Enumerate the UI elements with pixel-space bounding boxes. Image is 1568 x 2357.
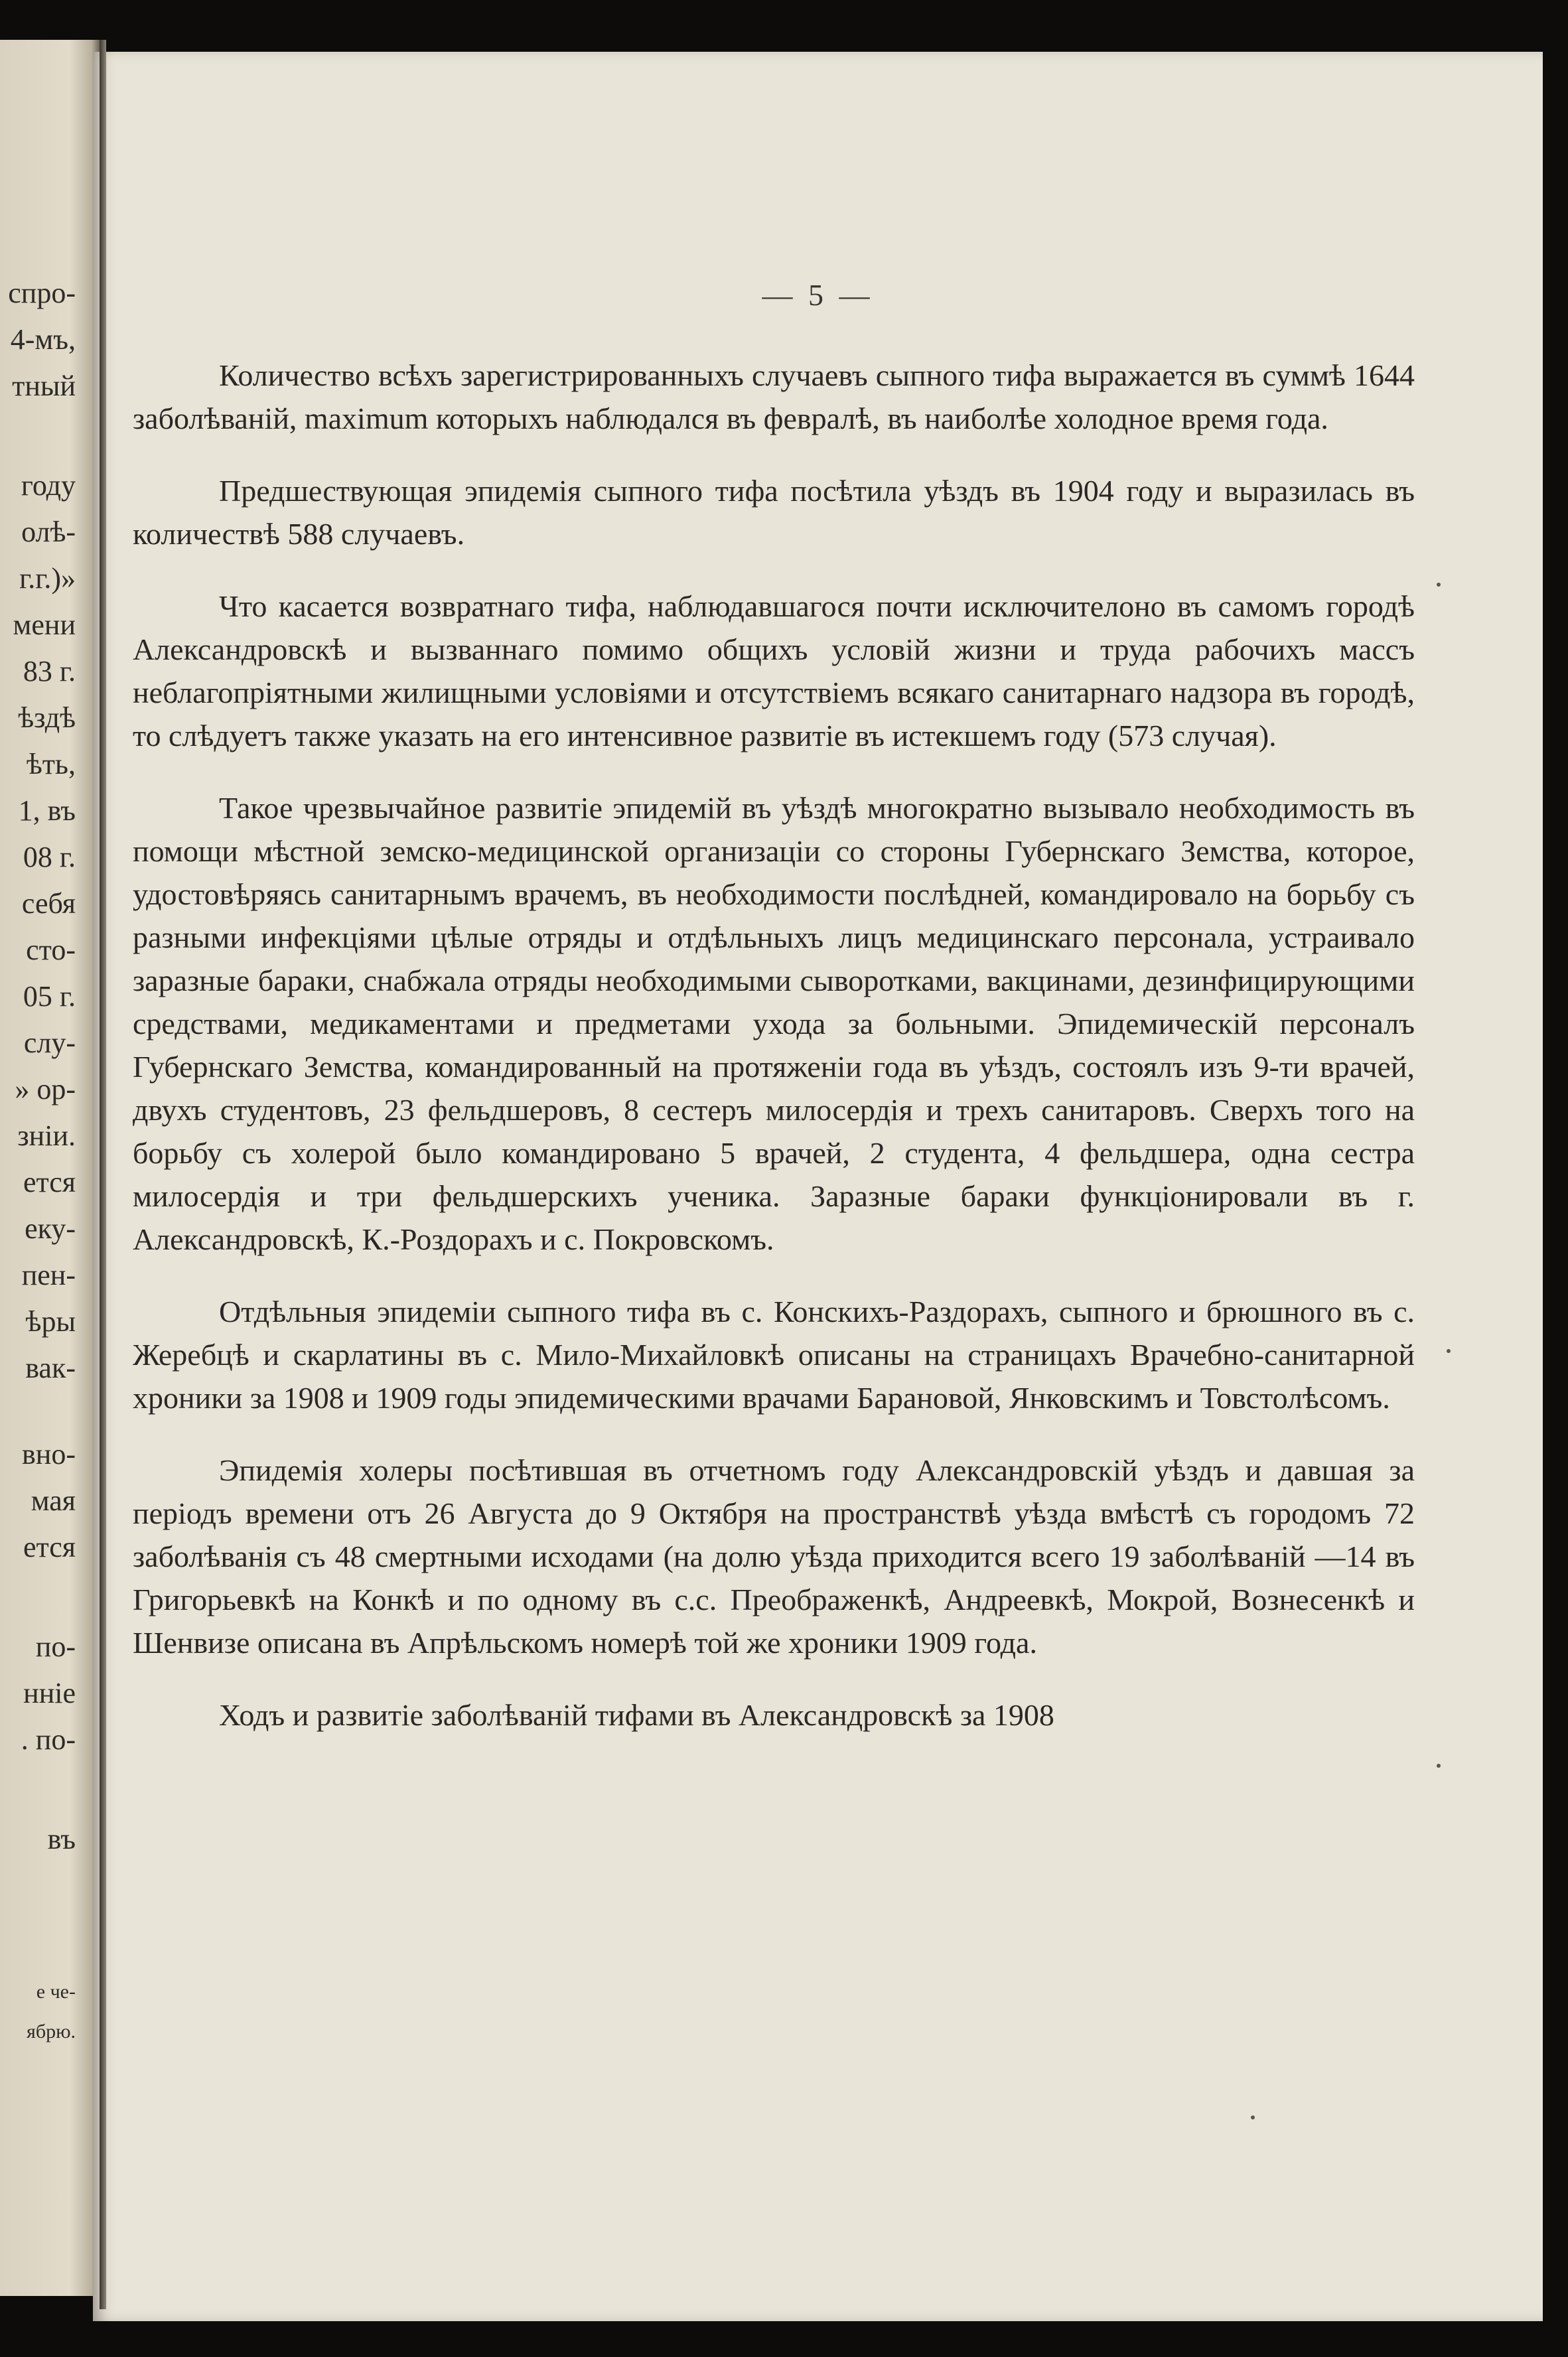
left-fragment: сто- [26,934,76,966]
left-fragment: ѣры [25,1305,76,1338]
left-fragment: е че- [36,1981,76,2003]
left-fragment: пен- [21,1259,76,1291]
left-fragment: спро- [8,277,76,309]
paragraph: Эпидемія холеры посѣтившая въ отчетномъ году Александровскій уѣздъ и давшая за періодъ времени отъ 26 Августа до 9 Октября на пространствѣ уѣзда вмѣстѣ съ городомъ 72 заболѣванія съ 48 смертными исходами (на долю уѣзда приходится всего 19 заболѣваній —14 въ Григорьевкѣ на Конкѣ и по одному въ с.с. Преображенкѣ, Андреевкѣ, Мокрой, Вознесенкѣ и Шенвизе описана въ Апрѣльскомъ номерѣ той же хроники 1909 года. [133,1453,1415,1660]
left-fragment: слу- [23,1027,76,1059]
left-fragment: ется [23,1531,76,1563]
book-page [93,52,1543,2321]
paper-speck [1251,2115,1255,2119]
page-number: — 5 — [762,278,874,312]
left-fragment: ѣздѣ [18,701,76,734]
left-fragment: по- [35,1630,76,1663]
left-fragment: нніе [23,1677,76,1709]
left-fragment: ябрю. [27,2021,76,2042]
left-fragment: 08 г. [23,841,76,873]
previous-page-strip [0,40,100,2296]
left-fragment: 05 г. [23,980,76,1013]
left-fragment: зніи. [17,1119,76,1152]
paper-speck [1437,1764,1441,1768]
book-gutter [100,40,106,2309]
left-fragment: ется [23,1166,76,1198]
paragraph: Отдѣльныя эпидеміи сыпного тифа въ с. Конскихъ-Раздорахъ, сыпного и брюшного въ с. Жеребцѣ и скарлатины въ с. Мило-Михайловкѣ описаны на страницахъ Врачебно-санитарной хроники за 1908 и 1909 годы эпидемическими врачами Барановой, Янковскимъ и Товстолѣсомъ. [133,1295,1415,1415]
left-fragment: мая [31,1484,76,1517]
left-fragment: вно- [22,1438,76,1470]
left-fragment: еку- [25,1212,76,1245]
left-fragment: ѣть, [26,748,76,780]
left-fragment: 4-мъ, [10,323,76,356]
left-fragment: тный [12,370,76,402]
left-fragment: олѣ- [21,516,76,548]
left-fragment: 83 г. [23,655,76,687]
left-fragment: . по- [21,1723,76,1756]
left-fragment: вак- [25,1352,76,1384]
left-fragment: » ор- [15,1073,76,1106]
left-fragment: году [21,469,76,502]
left-fragment: г.г.)» [19,562,76,595]
paragraph: Такое чрезвычайное развитіе эпидемій въ уѣздѣ многократно вызывало необходимость въ помощи мѣстной земско-медицинской организаціи со стороны Губернскаго Земства, которое, удостовѣряясь санитарнымъ врачемъ, въ необходимости послѣдней, командировало на борьбу съ разными инфекціями цѣлые отряды и отдѣльныхъ лицъ медицинскаго персонала, устраивало заразные бараки, снабжала отряды необходимыми сыворотками, вакцинами, дезинфицирующими средствами, медикаментами и предметами ухода за больными. Эпидемическій персоналъ Губернскаго Земства, командированный на протяженіи года въ уѣздъ, состоялъ изъ 9-ти врачей, двухъ студентовъ, 23 фельдшеровъ, 8 сестеръ милосердія и трехъ санитаровъ. Сверхъ того на борьбу съ холерой было командировано 5 врачей, 2 студента, 4 фельдшера, одна сестра милосердія и три фельдшерскихъ ученика. Заразные бараки функціонировали въ г. Александровскѣ, К.-Роздорахъ и с. Покровскомъ. [133,791,1415,1256]
left-fragment: 1, въ [18,794,76,827]
paper-speck [1437,583,1441,587]
left-fragment: себя [21,887,76,920]
paper-speck [1447,1349,1451,1353]
page-body [133,354,1415,1737]
left-fragment: мени [13,608,76,641]
paragraph: Количество всѣхъ зарегистрированныхъ случаевъ сыпного тифа выражается въ суммѣ 1644 заболѣваній, maximum которыхъ наблюдался въ февралѣ, въ наиболѣе холодное время года. [133,358,1415,435]
paragraph: Ходъ и развитіе заболѣваній тифами въ Александровскѣ за 1908 [219,1698,1054,1732]
paragraph: Предшествующая эпидемія сыпного тифа посѣтила уѣздъ въ 1904 году и выразилась въ количествѣ 588 случаевъ. [133,474,1415,551]
left-fragment: въ [47,1823,76,1855]
paragraph: Что касается возвратнаго тифа, наблюдавшагося почти исключителоно въ самомъ городѣ Александровскѣ и вызваннаго помимо общихъ условій жизни и труда рабочихъ массъ неблагопріятными жилищными условіями и отсутствіемъ всякаго санитарнаго надзора въ городѣ, то слѣдуетъ также указать на его интенсивное развитіе въ истекшемъ году (573 случая). [133,589,1415,752]
